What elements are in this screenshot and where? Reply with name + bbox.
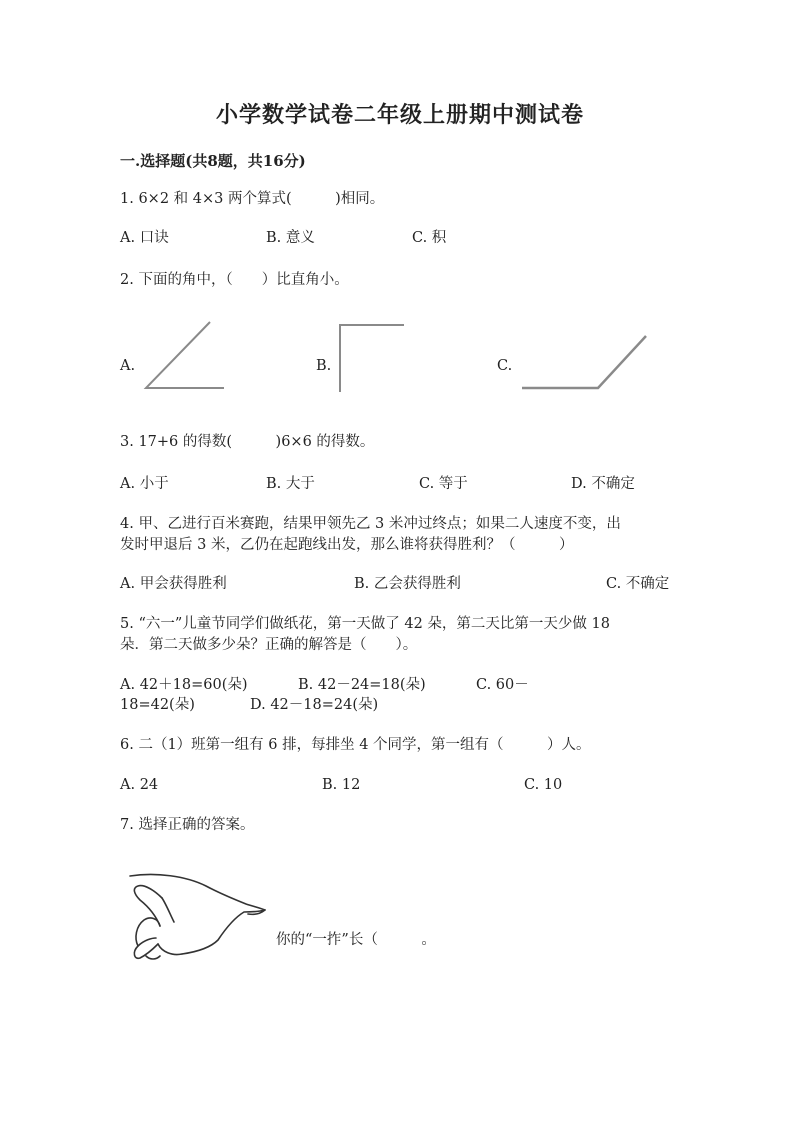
question-3-option-a[interactable]: A. 小于 bbox=[120, 476, 169, 492]
question-6-option-c[interactable]: C. 10 bbox=[524, 777, 563, 793]
question-4-option-b[interactable]: B. 乙会获得胜利 bbox=[354, 576, 461, 592]
question-1-option-c[interactable]: C. 积 bbox=[412, 230, 447, 246]
question-7-text: 7. 选择正确的答案。 bbox=[120, 817, 255, 833]
question-4-text-line-2: 发时甲退后 3 米，乙仍在起跑线出发，那么谁将获得胜利？（ ） bbox=[120, 537, 574, 553]
question-3-option-b[interactable]: B. 大于 bbox=[266, 476, 315, 492]
question-6-option-b[interactable]: B. 12 bbox=[322, 777, 361, 793]
question-2-option-c[interactable]: C. bbox=[497, 358, 513, 374]
question-4-text-line-1: 4. 甲、乙进行百米赛跑，结果甲领先乙 3 米冲过终点；如果二人速度不变，出 bbox=[120, 516, 621, 532]
question-1-text: 1. 6×2 和 4×3 两个算式( )相同。 bbox=[120, 191, 385, 207]
question-4-option-c[interactable]: C. 不确定 bbox=[606, 576, 670, 592]
question-6-option-a[interactable]: A. 24 bbox=[120, 777, 159, 793]
section-heading: 一.选择题(共8题，共16分) bbox=[120, 152, 306, 170]
question-1-option-a[interactable]: A. 口诀 bbox=[120, 230, 169, 246]
acute-angle-figure bbox=[140, 318, 230, 393]
question-5-option-b[interactable]: B. 42－24=18(朵) bbox=[298, 677, 426, 693]
question-2-option-b[interactable]: B. bbox=[316, 358, 332, 374]
question-1-option-b[interactable]: B. 意义 bbox=[266, 230, 315, 246]
question-7-caption: 你的“一拃”长（ 。 bbox=[276, 932, 436, 948]
question-5-option-c-continued: 18=42(朵) bbox=[120, 697, 195, 713]
question-4-option-a[interactable]: A. 甲会获得胜利 bbox=[120, 576, 227, 592]
question-3-text: 3. 17+6 的得数( )6×6 的得数。 bbox=[120, 434, 375, 450]
page-title: 小学数学试卷二年级上册期中测试卷 bbox=[215, 102, 584, 128]
question-3-option-c[interactable]: C. 等于 bbox=[419, 476, 468, 492]
question-2-option-a[interactable]: A. bbox=[120, 358, 136, 374]
question-2-text: 2. 下面的角中，（ ）比直角小。 bbox=[120, 272, 349, 288]
right-angle-figure bbox=[334, 320, 414, 395]
question-5-option-d[interactable]: D. 42－18=24(朵) bbox=[250, 697, 379, 713]
question-5-text-line-2: 朵．第二天做多少朵？正确的解答是（ ）。 bbox=[120, 637, 418, 653]
question-3-option-d[interactable]: D. 不确定 bbox=[571, 476, 635, 492]
question-5-option-c[interactable]: C. 60－ bbox=[476, 677, 529, 693]
obtuse-angle-figure bbox=[518, 330, 653, 395]
question-5-text-line-1: 5. “六一”儿童节同学们做纸花，第一天做了 42 朵，第二天比第一天少做 18 bbox=[120, 616, 610, 632]
question-6-text: 6. 二（1）班第一组有 6 排，每排坐 4 个同学，第一组有（ ）人。 bbox=[120, 737, 591, 753]
question-5-option-a[interactable]: A. 42＋18=60(朵) bbox=[120, 677, 248, 693]
hand-span-figure bbox=[126, 868, 271, 968]
